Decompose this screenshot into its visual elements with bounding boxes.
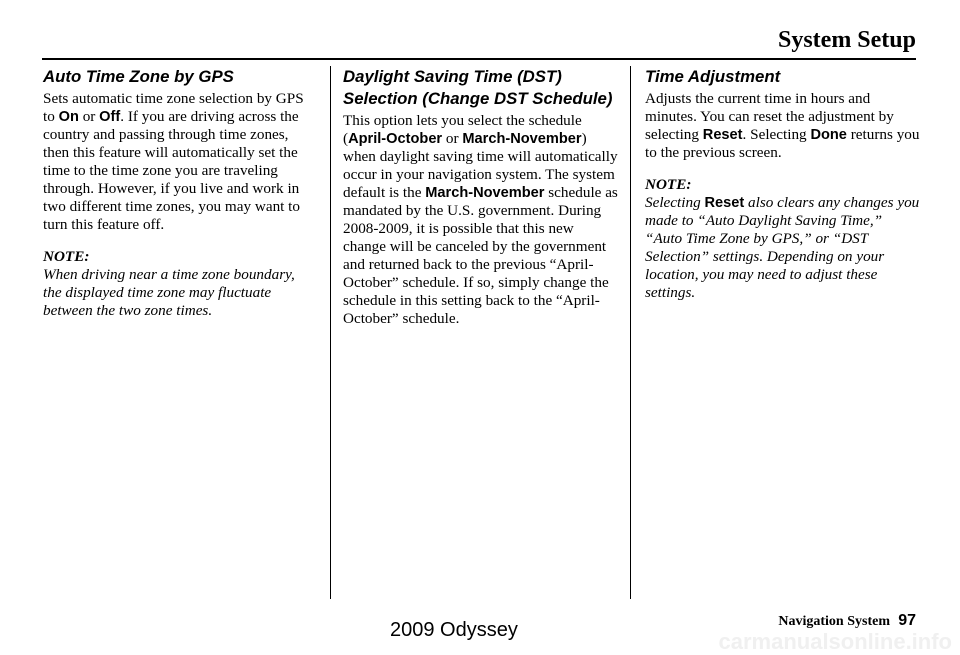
note-label: NOTE: (645, 176, 692, 193)
header-rule (42, 58, 916, 60)
section-heading: Time Adjustment (645, 67, 781, 86)
section-heading: Auto Time Zone by GPS (43, 67, 234, 86)
section-paragraph (343, 112, 618, 328)
text-run: . If you are driving across the country and passing through time zones, then this feature will automatically set the time to the time zone you are traveling through. However, if you live and work in two different time zones, you may want to turn this feature off. (43, 108, 301, 233)
footer-navigation-system: Navigation System (778, 614, 890, 629)
text-run: ) when daylight saving time will automatically occur in your navigation system. The system default is the (343, 130, 618, 201)
note-text: When driving near a time zone boundary, the displayed time zone may fluctuate between the two zone times. (43, 266, 295, 319)
keyword-reset: Reset (702, 127, 743, 143)
note-label: NOTE: (43, 248, 90, 265)
footer-page-number: 97 (898, 612, 916, 629)
watermark: carmanualsonline.info (718, 629, 952, 654)
keyword-done: Done (810, 127, 847, 143)
keyword-march-november: March-November (462, 131, 582, 147)
section-paragraph (43, 90, 313, 234)
text-run: . Selecting (742, 126, 811, 143)
text-run: or (78, 108, 100, 125)
text-run: schedule as mandated by the U.S. government. During 2008-2009, it is possible that this new change will be canceled by the government and returned back to the previous “April-October” schedule. If so, simply change the schedule in this setting back to the “April-October” schedule. (343, 184, 618, 327)
keyword-on: On (58, 109, 79, 125)
text-run: This option lets you select the schedule ( (343, 112, 582, 147)
column-dst-selection (343, 66, 618, 328)
text-run: Adjusts the current time in hours and minutes. You can reset the adjustment by selecting (645, 90, 894, 143)
text-run: also clears any changes you made to “Auto Daylight Saving Time,” “Auto Time Zone by GPS,” or “DST Selection” settings. Depending on your location, you may need to adjust these settings. (645, 194, 920, 301)
section-paragraph (645, 90, 920, 162)
note-text (645, 194, 920, 302)
column-auto-time-zone (43, 66, 313, 320)
column-time-adjustment (645, 66, 920, 302)
text-run: or (442, 130, 463, 147)
text-run: Sets automatic time zone selection by GPS to (43, 90, 304, 125)
column-divider (330, 66, 331, 599)
column-divider (630, 66, 631, 599)
text-run: Selecting (645, 194, 705, 211)
footer-model-name: 2009 Odyssey (390, 619, 518, 641)
keyword-march-november: March-November (425, 185, 545, 201)
keyword-off: Off (99, 109, 121, 125)
page-header-title: System Setup (777, 27, 916, 53)
keyword-april-october: April-October (348, 131, 443, 147)
section-heading: Daylight Saving Time (DST) Selection (Change DST Schedule) (343, 67, 613, 108)
text-run: returns you to the previous screen. (645, 126, 920, 161)
keyword-reset: Reset (704, 195, 745, 211)
